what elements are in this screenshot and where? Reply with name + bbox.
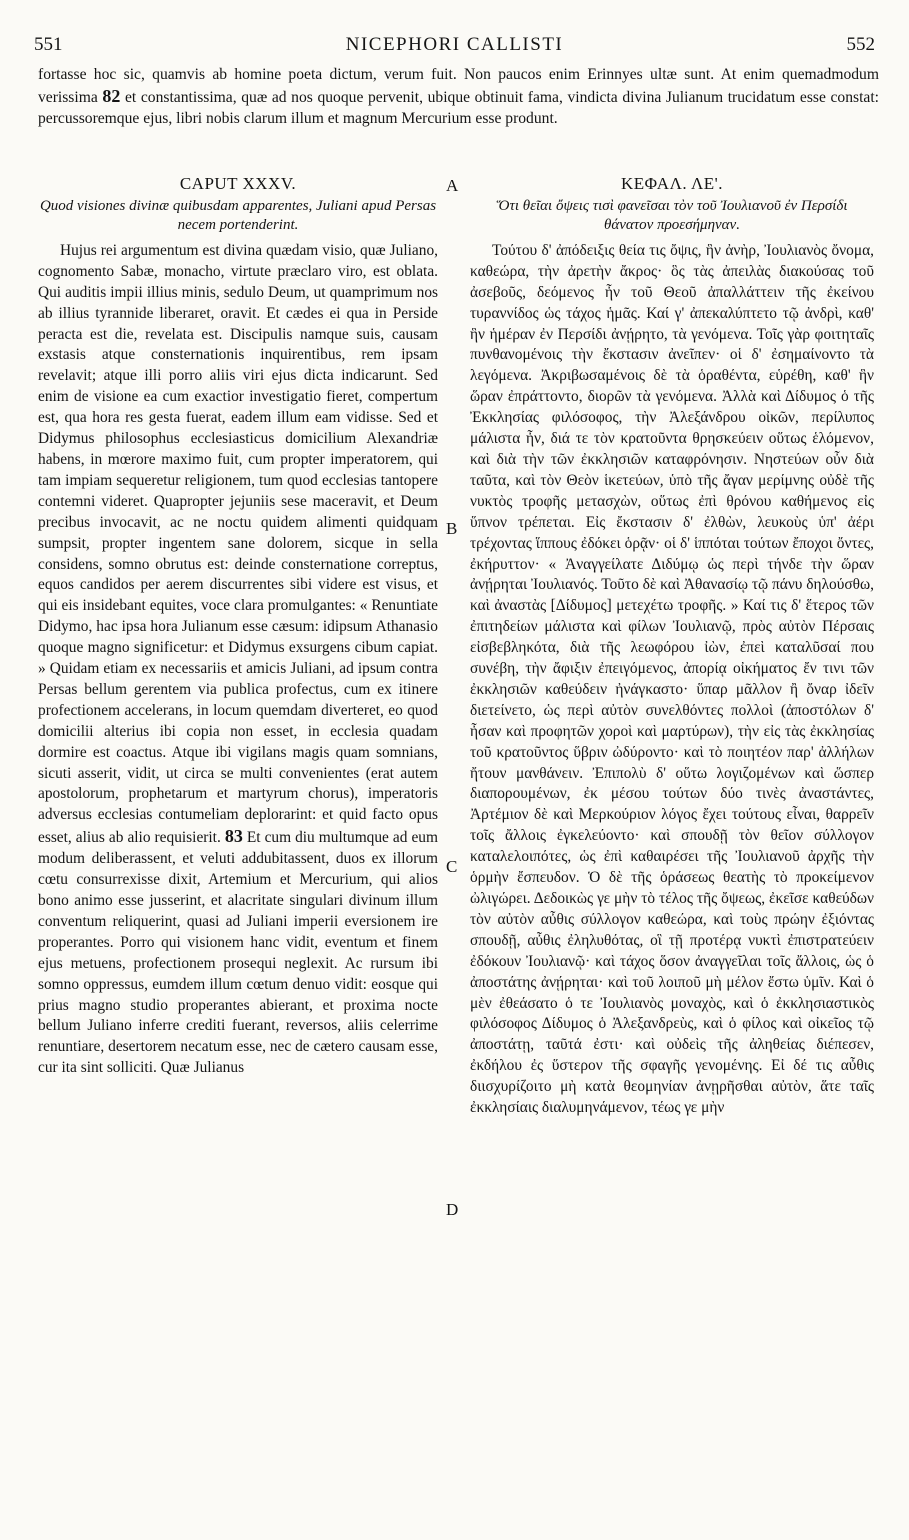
running-head xyxy=(34,34,875,60)
column-number: 83 xyxy=(224,826,243,847)
left-page-number: 551 xyxy=(34,34,63,55)
latin-column xyxy=(38,174,438,1079)
latin-text-1: Hujus rei argumentum est divina quædam visio, quæ Juliano, cognomento Sabæ, monacho, virtute præclaro viro, est oblata. Qui auditis impii illius minis, sedulo Deum, ut quamprimum nos ab illius tyrannide liberaret, oravit. Et cædes ei qua in Perside peracta est die, revelata est. Discipulis namque suis, causam exstasis atque consternationis inquirentibus, rem ipsam revelavit; atque illi porro aliis viri ejus dicta indicarunt. Sed enim de visione ea cum exactior investigatio fieret, compertum est, qua hora res gesta fuerat, eadem illum eam vidisse. Sed et Didymus philosophus ecclesiasticus domicilium Alexandriæ habens, in mœrore maximo fuit, cum propter imperatorem, qui tam impiam sequeretur religionem, tum quod ecclesias tantopere contemni videret. Quapropter jejuniis sese maceravit, et Deum precibus invocavit, ac ne noctu quidem alimenti quidquam sumpsit, propter ingentem sane dolorem, sicque in sella considens, somno obrutus est: deinde consternatione correptus, equos candidos per aerem discurrentes sibi videre est visus, et qui eis insidebant equites, voce clara promulgantes: « Renuntiate Didymo, hac ipsa hora Julianum esse cæsum: idipsum Athanasio quoque magno significetur: et Didymus exsurgens cibum capiat. » Quidam etiam ex necessariis et amicis Juliani, ad ipsum contra Persas bellum gerentem via publica profectus, cum ex itinere profectionem accelerans, in locum quemdam diverteret, eo quod domicilii alterius ibi copia non esset, in ecclesia quadam dormire est coactus. Atque ibi vigilans magis quam somnians, sicuti asserit, vidit, ut circa se multi convenientes (erat autem apostolorum, prophetarum et martyrum chorus), imperatoris adversus ecclesias contumeliam deplorarint: et quid facto opus esset, alius ab alio requisierit. xyxy=(38,241,438,847)
intro-text-1: fortasse hoc sic, quamvis ab homine poeta dictum, verum fuit. Non paucos enim Erinnyes ultæ sunt. At enim quemadmodum verissima xyxy=(38,66,879,106)
greek-body xyxy=(470,241,874,1119)
margin-marker-c: C xyxy=(446,857,458,876)
intro-text-2: et constantissima, quæ ad nos quoque pervenit, ubique obtinuit fama, vindicta divina Julianum trucidatum esse constat: percussoremque ejus, libri nobis clarum illum et magnum Mercurium esse produnt. xyxy=(38,88,879,127)
greek-paragraph: Τούτου δ' ἀπόδειξις θεία τις ὄψις, ἣν ἀνὴρ, Ἰουλιανὸς ὄνομα, καθεώρα, τὴν ἀρετὴν ἄκρος· ὃς τὰς ἀπειλὰς διακούσας τοῦ ἀσεβοῦς, δεόμενος ἦν τοῦ Θεοῦ ἀπαλλάττειν τῆς ἐκείνου τυραννίδος ὡς τάχος ἡμᾶς. Καί γ' ἀπεκαλύπτετο τῷ ἀνδρὶ, καθ' ἣν ἡμέραν ἐν Περσίδι ἀνῄρητο, τὰ γενόμενα. Τοῖς γὰρ φοιτηταῖς πυνθανομένοις τὴν ἔκστασιν ἀνεῖπεν· οἱ δ' ἐσημαίνοντο τὰ λεγόμενα. Ἀκριβωσαμένοις δὲ τὰ ὁραθέντα, εὑρέθη, καθ' ἣν ὥραν ἐπράττοντο, διορῶν τὰ γενόμενα. Ἀλλὰ καὶ Δίδυμος ὁ τῆς Ἐκκλησίας φιλόσοφος, τὴν Ἀλεξάνδρου οἰκῶν, περίλυπος μάλιστα ἦν, διά τε τὸν κρατοῦντα θρησκεύειν οὕτως ἑλόμενον, καὶ διὰ τὴν τῶν ἐκκλησιῶν καταφρόνησιν. Νηστεύων οὖν διὰ ταῦτα, καὶ τὸν Θεὸν ἱκετεύων, ὑπὸ τῆς ἄγαν μερίμνης οὐδὲ τῆς νυκτὸς τροφῆς μετασχὼν, οὕτως ἐπὶ θρόνου καθήμενος εἰς ὕπνον τρέπεται. Εἰς ἔκστασιν δ' ἐλθὼν, λευκοὺς ὑπ' ἀέρι τρέχοντας ἵππους ἐδόκει ὁρᾷν· οἱ δ' ἱππόται τούτων ἔποχοι ὄντες, ἐκήρυττον· « Ἀναγγείλατε Διδύμῳ ὡς περὶ τήνδε τὴν ὥραν ἀνῄρηται Ἰουλιανός. Τοῦτο δὲ καὶ Ἀθανασίῳ τῷ πάνυ δηλούσθω, καὶ ἀναστὰς [Δίδυμος] μετεχέτω τροφῆς. » Καί τις δ' ἕτερος τῶν ἐπιτηδείων μάλιστα καὶ φίλων Ἰουλιανῷ, πρὸς αὐτὸν Πέρσαις εἰσβεβληκότα, διὰ τῆς λεωφόρου ἰὼν, ἐπεὶ καταλῦσαί που συνέβη, τὴν ἄφιξιν ἐπειγόμενος, ἀπορίᾳ οἰκήματος ἔν τινι τῶν ἐκκλησιῶν καθεύδειν ἠνάγκαστο· ὕπαρ μᾶλλον ἢ ὄναρ ἰδεῖν διετείνετο, ὡς περὶ αὐτὸν συνελθόντες πολλοὶ (ἀποστόλων δ' ἦσαν καὶ προφητῶν χοροὶ καὶ μαρτύρων), τὴν εἰς τὰς ἐκκλησίας τοῦ κρατοῦντος ὕβριν ὠδύροντο· καὶ τὸ ποιητέον παρ' ἀλλήλων ἤτουν μανθάνειν. Ἐπιπολὺ δ' οὕτω λογιζομένων καὶ ὥσπερ διαπορουμένων, ἐκ μέσου τούτων δύο τινὲς ἀναστάντες, Ἀρτέμιον δὲ καὶ Μερκούριον λόγος ἔχει τούτους εἶναι, θαρρεῖν τοῖς ἄλλοις ἐγκελεύοντο· καὶ σπουδῇ τὸν θεῖον σύλλογον καταλελοιπότες, ὡς ἐπὶ καθαιρέσει τῆς Ἰουλιανοῦ ἀρχῆς τὴν ὁρμὴν ἔσπευδον. Ὁ δὲ τῆς ὁράσεως θεατὴς τὸ προκείμενον ὠλιγώρει. Δεδοικὼς γε μὴν τὸ τέλος τῆς ὄψεως, ἐκεῖσε καθεύδων τὸν αὐτὸν αὖθις σύλλογον καθεώρα, καὶ τοὺς πρώην ἐξιόντας σπουδῇ, αὖθις ἐληλυθότας, οἳ τῇ προτέρᾳ νυκτὶ ἐπιστρατεύειν ἐδόκουν Ἰουλιανῷ· καὶ τάχος ὅσον ἀναγγεῖλαι τοῖς ἄλλοις, ὡς ὁ ἀποστάτης ἀνῄρηται· καὶ τοῦ λοιποῦ μὴ μέλον ἔστω ὑμῖν. Καὶ ὁ μὲν ἐθεάσατο ὁ τε Ἰουλιανὸς μοναχὸς, καὶ ὁ ἐκκλησιαστικὸς φιλόσοφος Δίδυμος ὁ Ἀλεξανδρεὺς, καὶ ὁ φίλος καὶ οἰκεῖος τῷ ἀποστάτῃ, ταῦτά ἐστι· καὶ οὐδεὶς τῆς ἀληθείας διέπεσεν, ἐκδήλου ἐς ὕστερον τῆς σφαγῆς γενομένης. Εἰ δέ τις αὖθις διισχυρίζοιτο μὴ κατὰ θεομηνίαν ἀνῃρῆσθαι αὐτὸν, ἅτε ταῖς ἐκκλησίαις διαλυμηνάμενον, τέως γε μὴν xyxy=(470,241,874,1117)
latin-text-2: Et cum diu multumque ad eum modum deliberassent, et veluti addubitassent, duos ex illorum cœtu consurrexisse dixit, Artemium et Mercurium, qui alios bono animo esse jusserint, et alacritate singulari divinum illum conventum reliquerint, quasi ad Juliani imperii eversionem ire properantes. Porro qui visionem hanc vidit, eventum et finem ejus metuens, profectionem prosequi neglexit. Ac rursum ibi somno oppressus, eumdem illum cœtum denuo vidit: eosque qui prius magno studio properantes abierant, et proxima nocte bellum Juliano inferre crediti fuerant, reversos, aliis celerrime renuntiare, desertorem necatum esse, nec de cætero causam esse, cur ita sint solliciti. Quæ Julianus xyxy=(38,829,438,1077)
margin-marker-b: B xyxy=(446,519,458,538)
running-title: NICEPHORI CALLISTI xyxy=(345,34,564,55)
column-number: 82 xyxy=(102,85,121,106)
latin-body xyxy=(38,241,438,1079)
margin-marker-d: D xyxy=(446,1200,459,1219)
right-page-number: 552 xyxy=(846,34,875,55)
greek-chapter-title: ΚΕΦΑΛ. ΛΕ'. xyxy=(621,174,723,193)
latin-chapter-subtitle: Quod visiones divinæ quibusdam apparentes, Juliani apud Persas necem portenderint. xyxy=(39,197,437,233)
latin-chapter-title: CAPUT XXXV. xyxy=(179,174,297,193)
intro-paragraph xyxy=(38,64,879,130)
latin-paragraph xyxy=(38,241,438,1079)
greek-chapter-subtitle: Ὅτι θεῖαι ὄψεις τισὶ φανεῖσαι τὸν τοῦ Ἰουλιανοῦ ἐν Περσίδι θάνατον προεσήμηναν. xyxy=(496,197,848,233)
greek-column xyxy=(470,174,874,1119)
margin-marker-a: A xyxy=(446,176,459,195)
